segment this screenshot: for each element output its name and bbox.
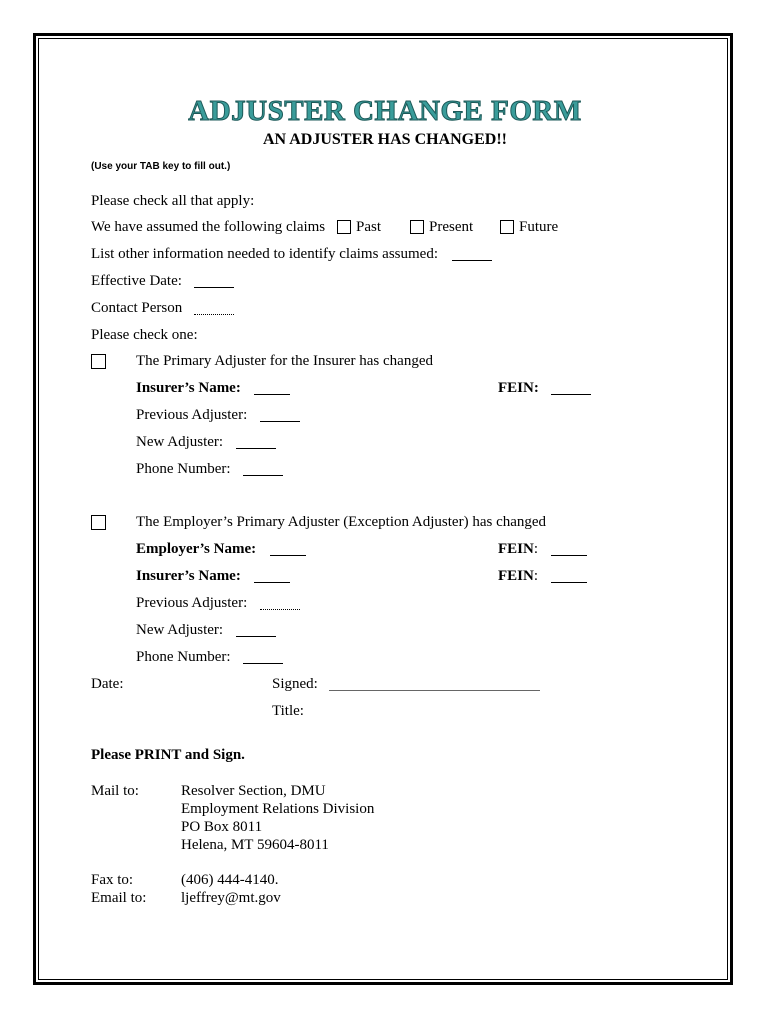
mail-address-line: Resolver Section, DMU [181,783,326,799]
s2-fein2-label: FEIN: [498,568,539,584]
s1-new-adjuster-field[interactable] [236,436,276,449]
mail-to-label: Mail to: [91,783,139,799]
list-other-field[interactable] [452,248,492,261]
tab-note: (Use your TAB key to fill out.) [91,161,231,172]
email-address: ljeffrey@mt.gov [181,890,281,906]
s2-phone-number-label: Phone Number: [136,649,231,665]
contact-person-field[interactable] [194,302,234,315]
past-label: Past [356,219,382,235]
list-other-label: List other information needed to identify claims assumed: [91,246,438,262]
present-label: Present [429,219,474,235]
mail-address [181,782,374,854]
effective-date-label: Effective Date: [91,273,182,289]
s2-previous-adjuster-label: Previous Adjuster: [136,595,248,611]
past-checkbox[interactable] [337,220,351,234]
mail-address-line: Helena, MT 59604-8011 [181,837,329,853]
s1-phone-number-field[interactable] [243,463,283,476]
s2-new-adjuster-field[interactable] [236,624,276,637]
email-to-label: Email to: [91,890,147,906]
primary-adjuster-checkbox[interactable] [91,354,106,369]
s2-new-adjuster-label: New Adjuster: [136,622,224,638]
effective-date-field[interactable] [194,275,234,288]
mail-address-line: PO Box 8011 [181,819,263,835]
s2-fein2-field[interactable] [551,570,587,583]
s1-fein-label: FEIN: [498,380,539,396]
s1-previous-adjuster-field[interactable] [260,409,300,422]
signed-label: Signed: [272,676,318,692]
s1-previous-adjuster-label: Previous Adjuster: [136,407,248,423]
assumed-claims-label: We have assumed the following claims [91,219,326,235]
s1-new-adjuster-label: New Adjuster: [136,434,224,450]
contact-person-label: Contact Person [91,300,183,316]
signature-line[interactable] [329,690,540,691]
exception-adjuster-checkbox[interactable] [91,515,106,530]
fax-to-label: Fax to: [91,872,134,888]
s1-insurer-name-label: Insurer’s Name: [136,380,241,396]
present-checkbox[interactable] [410,220,424,234]
future-label: Future [519,219,559,235]
s1-phone-number-label: Phone Number: [136,461,231,477]
check-one-label: Please check one: [91,327,198,343]
s1-fein-field[interactable] [551,382,591,395]
title-label: Title: [272,703,304,719]
s2-previous-adjuster-field[interactable] [260,597,300,610]
fax-number: (406) 444-4140. [181,872,279,888]
assumed-claims-row [91,219,325,236]
section1-heading: The Primary Adjuster for the Insurer has changed [136,353,433,369]
form-subtitle: AN ADJUSTER HAS CHANGED!! [262,131,508,148]
print-sign-note: Please PRINT and Sign. [91,747,245,763]
s2-phone-number-field[interactable] [243,651,283,664]
page-border-inner [38,38,728,980]
section2-heading: The Employer’s Primary Adjuster (Exception Adjuster) has changed [136,514,547,530]
s2-insurer-name-label: Insurer’s Name: [136,568,241,584]
future-checkbox[interactable] [500,220,514,234]
s2-fein1-field[interactable] [551,543,587,556]
check-all-label: Please check all that apply: [91,193,255,209]
date-label: Date: [91,676,124,692]
form-title: ADJUSTER CHANGE FORM [188,95,582,127]
s2-fein1-label: FEIN: [498,541,539,557]
mail-address-line: Employment Relations Division [181,801,375,817]
s2-employer-name-field[interactable] [270,543,306,556]
s2-employer-name-label: Employer’s Name: [136,541,257,557]
s2-insurer-name-field[interactable] [254,570,290,583]
s1-insurer-name-field[interactable] [254,382,290,395]
